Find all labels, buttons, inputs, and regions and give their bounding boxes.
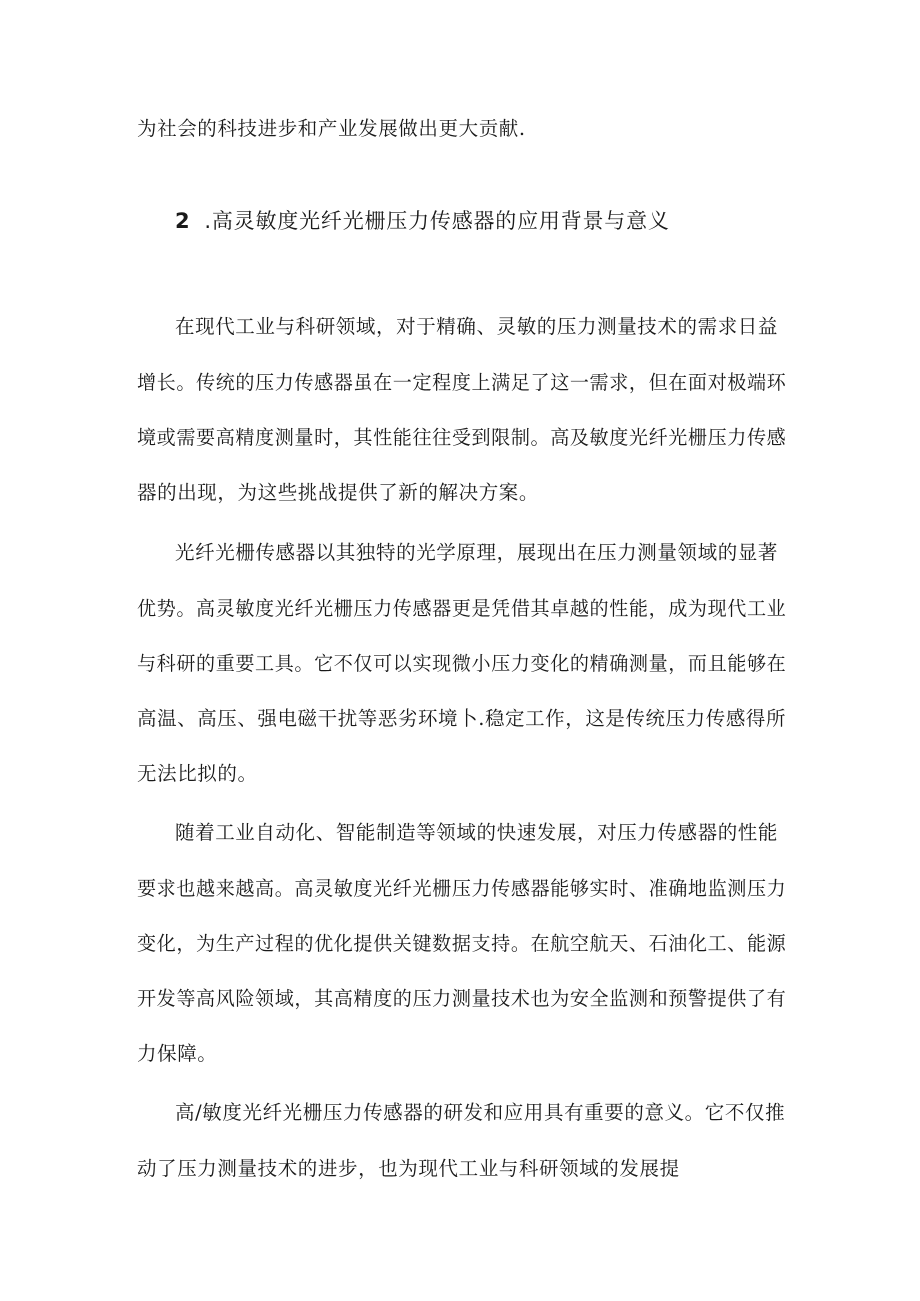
paragraph-line: 优势。高灵敏度光纤光栅压力传感器更是凭借其卓越的性能，成为现代工业 [137,597,787,620]
section-heading [175,207,670,235]
paragraph-line: 开发等高风险领域，其高精度的压力测量技术也为安全监测和预警提供了有 [137,987,787,1010]
section-number: 2 [175,209,191,233]
paragraph-line: 无法比拟的。 [137,762,258,785]
paragraph-line: 境或需要高精度测量时，其性能往往受到限制。高及敏度光纤光栅压力传感 [137,426,787,449]
paragraph-line: 器的出现，为这些挑战提供了新的解决方案。 [137,481,540,504]
paragraph-line: 与科研的重要工具。它不仅可以实现微小压力变化的精确测量，而且能够在 [137,652,787,675]
paragraph-line: 高温、高压、强电磁干扰等恶劣环境卜.稳定工作，这是传统压力传感得所 [137,707,787,730]
paragraph-line: 变化，为生产过程的优化提供关键数据支持。在航空航天、石油化工、能源 [137,932,787,955]
paragraph-line: 动了压力测量技术的进步，也为现代工业与科研领域的发展提 [137,1157,680,1180]
paragraph-line: 力保障。 [137,1042,218,1065]
paragraph-line: 高/敏度光纤光栅压力传感器的研发和应用具有重要的意义。它不仅推 [175,1101,786,1124]
paragraph-line: 增长。传统的压力传感器虽在一定程度上满足了这一需求，但在面对极端环 [137,371,787,394]
paragraph-line: 光纤光栅传感器以其独特的光学原理，展现出在压力测量领域的显著 [175,541,779,564]
section-title: .高灵敏度光纤光栅压力传感器的应用背景与意义 [204,209,670,233]
paragraph-line: 在现代工业与科研领域，对于精确、灵敏的压力测量技术的需求日益 [175,315,779,338]
paragraph-line: 要求也越来越高。高灵敏度光纤光栅压力传感器能够实时、准确地监测压力 [137,877,787,900]
paragraph-line: 随着工业自动化、智能制造等领域的快速发展，对压力传感器的性能 [175,821,779,844]
continuation-line: 为社会的科技进步和产业发展做出更大贡献. [137,117,526,140]
